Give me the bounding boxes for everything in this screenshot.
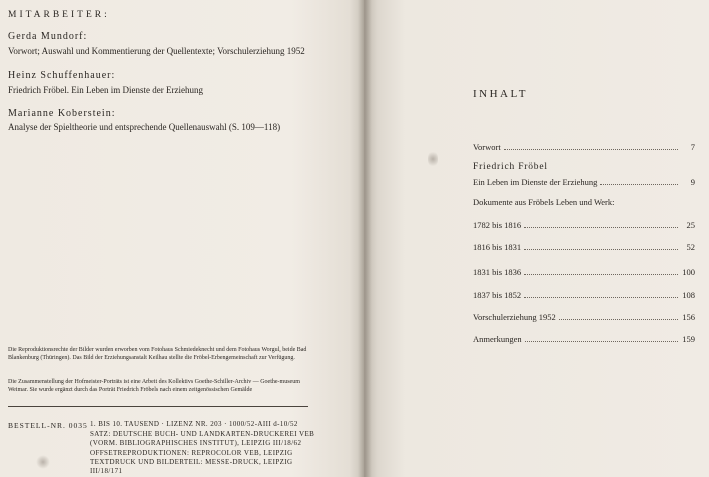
toc-entry-preface xyxy=(473,142,695,152)
toc-page-number: 108 xyxy=(682,290,695,300)
order-number: BESTELL-NR. 0035 xyxy=(8,421,88,430)
toc-entry-period xyxy=(473,242,695,252)
imprint-line: SATZ: DEUTSCHE BUCH- UND LANDKARTEN-DRUCKEREI VEB xyxy=(90,429,315,438)
toc-page-number: 156 xyxy=(682,312,695,322)
paper-smudge xyxy=(428,150,438,168)
toc-documents-label: Dokumente aus Fröbels Leben und Werk: xyxy=(473,197,615,207)
contributor-name: Gerda Mundorf: xyxy=(8,31,88,42)
imprint-line: III/18/171 xyxy=(90,467,123,475)
toc-leader-dots xyxy=(524,226,678,228)
toc-entry-period xyxy=(473,290,695,300)
toc-page-number: 7 xyxy=(690,142,695,152)
toc-leader-dots xyxy=(525,340,678,342)
contributor-work: Vorwort; Auswahl und Kommentierung der Quellentexte; Vorschulerziehung 1952 xyxy=(8,46,305,56)
contributors-heading: MITARBEITER: xyxy=(8,10,110,20)
toc-leader-dots xyxy=(504,148,678,150)
contributor-work: Analyse der Spieltheorie und entsprechende Quellenauswahl (S. 109—118) xyxy=(8,122,281,132)
contributor-name: Marianne Koberstein: xyxy=(8,108,116,119)
toc-page-number: 25 xyxy=(686,220,695,230)
toc-entry-label: Vorschulerziehung 1952 xyxy=(473,312,556,322)
toc-page-number: 9 xyxy=(690,177,695,187)
toc-entry-period xyxy=(473,220,695,230)
toc-entry-preschool xyxy=(473,312,695,322)
contributor-name: Heinz Schuffenhauer: xyxy=(8,70,116,81)
toc-leader-dots xyxy=(524,296,678,298)
imprint-line: 1. BIS 10. TAUSEND · LIZENZ NR. 203 · 1000/52-AIII d-10/52 xyxy=(90,420,298,428)
toc-leader-dots xyxy=(559,318,678,320)
image-rights-note: Die Reproduktionsrechte der Bilder wurden erworben vom Fotohaus Schmiedeknecht und dem Fotohaus Worgul, beide Bad Blankenburg (Thüringen). Das Bild der Erziehungsanstalt Keilhau stellte die Fröbel-Erbengemeinschaft zur Verfügung. xyxy=(8,347,307,361)
toc-entry-label: Ein Leben im Dienste der Erziehung xyxy=(473,177,598,187)
toc-entry-label: 1831 bis 1836 xyxy=(473,267,522,277)
toc-entry-label: Anmerkungen xyxy=(473,334,522,344)
toc-leader-dots xyxy=(524,248,678,250)
toc-page-number: 52 xyxy=(686,242,695,252)
toc-entry-period xyxy=(473,267,695,277)
imprint-line: TEXTDRUCK UND BILDERTEIL: MESSE-DRUCK, LEIPZIG xyxy=(90,458,293,466)
toc-entry-label: 1782 bis 1816 xyxy=(473,220,522,230)
toc-entry-label: Vorwort xyxy=(473,142,501,152)
book-gutter xyxy=(358,0,372,477)
contributor-work: Friedrich Fröbel. Ein Leben im Dienste der Erziehung xyxy=(8,85,203,95)
toc-entry-notes xyxy=(473,334,695,344)
toc-entry-label: 1816 bis 1831 xyxy=(473,242,522,252)
portrait-note: Die Zusammenstellung der Hofmeister-Porträts ist eine Arbeit des Kollektivs Goethe-Schiller-Archiv — Goethe-museum Weimar. Sie wurde ergänzt durch das Porträt Friedrich Fröbels nach einem zeitgenössischen Gemälde xyxy=(8,379,300,393)
imprint-line: OFFSETREPRODUKTIONEN: REPROCOLOR VEB, LEIPZIG xyxy=(90,448,293,457)
paper-smudge xyxy=(36,455,50,469)
imprint-line: (VORM. BIBLIOGRAPHISCHES INSTITUT), LEIPZIG III/18/62 xyxy=(90,439,302,447)
right-page xyxy=(364,0,709,477)
toc-entry-label: 1837 bis 1852 xyxy=(473,290,522,300)
toc-title: INHALT xyxy=(473,88,528,100)
imprint-divider xyxy=(8,406,308,407)
toc-leader-dots xyxy=(600,183,678,185)
toc-page-number: 100 xyxy=(682,267,695,277)
toc-entry-biography xyxy=(473,177,695,187)
toc-section-title: Friedrich Fröbel xyxy=(473,162,548,172)
toc-leader-dots xyxy=(524,273,678,275)
toc-page-number: 159 xyxy=(682,334,695,344)
